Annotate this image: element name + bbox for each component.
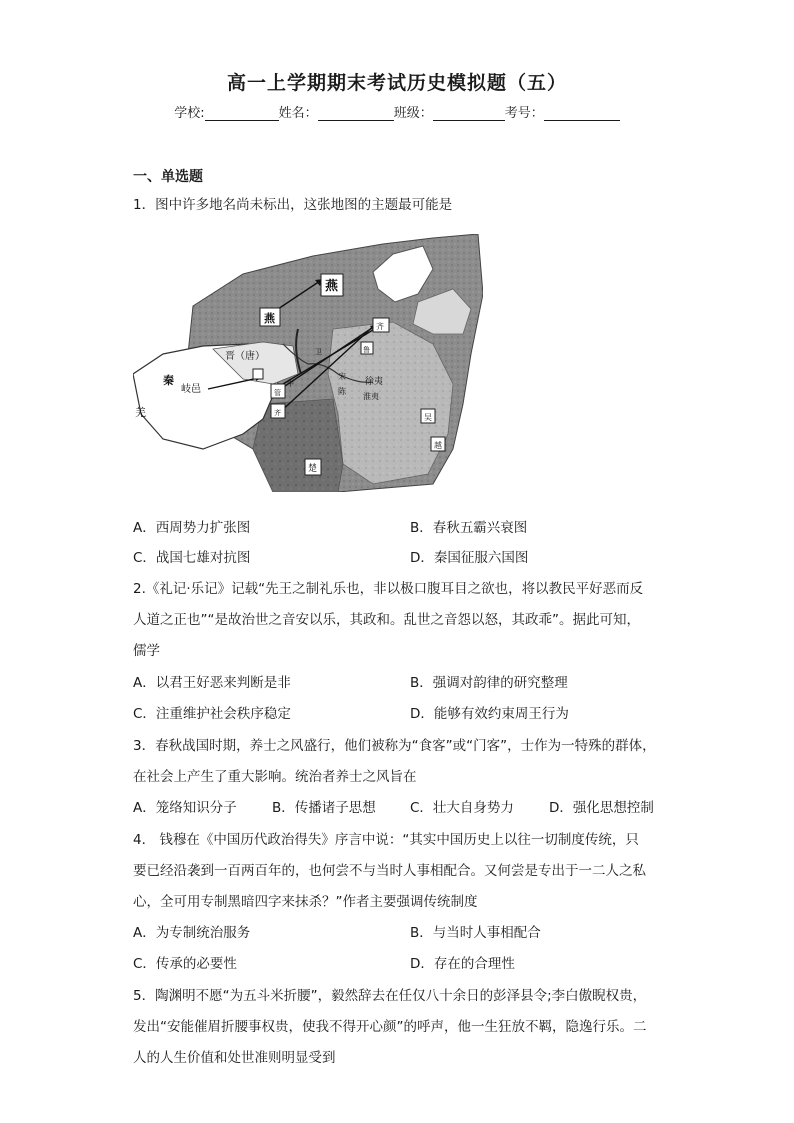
class-blank[interactable] (433, 106, 505, 121)
map-label-chu: 楚 (308, 464, 318, 474)
number-blank[interactable] (544, 106, 620, 121)
map-label-chen: 陈 (338, 387, 346, 396)
question-5-text-line2: 发出“安能催眉折腰事权贵，使我不得开心颜”的呼声，他一生狂放不羁，隐逸行乐。二 (133, 1019, 647, 1035)
section-heading: 一、单选题 (133, 169, 203, 185)
map-label-qiyi: 岐邑 (181, 384, 201, 395)
map-label-lu: 鲁 (363, 346, 370, 354)
q1-option-d[interactable]: D．秦国征服六国图 (410, 550, 529, 566)
map-label-qi-2: 齐 (274, 409, 281, 417)
map-label-qi-1: 齐 (376, 322, 384, 331)
q2-option-d[interactable]: D．能够有效约束周王行为 (410, 706, 569, 722)
name-blank[interactable] (318, 106, 394, 121)
name-label: 姓名： (278, 106, 318, 121)
map-label-qiang: 羌 (135, 406, 146, 419)
q1-option-c[interactable]: C．战国七雄对抗图 (133, 550, 251, 566)
class-label: 班级： (393, 106, 433, 121)
q2-option-c[interactable]: C．注重维护社会秩序稳定 (133, 706, 291, 722)
q2-option-b[interactable]: B．强调对韵律的研究整理 (410, 675, 568, 691)
question-2-text-line2: 人道之正也”“是故治世之音安以乐，其政和。乱世之音怨以怒，其政乖”。据此可知， (133, 612, 640, 628)
question-2-text-line3: 儒学 (133, 643, 160, 659)
page-title: 高一上学期期末考试历史模拟题（五） (226, 72, 567, 94)
q4-option-b[interactable]: B．与当时人事相配合 (410, 925, 541, 941)
map-label-yue: 越 (434, 441, 442, 450)
number-label: 考号： (504, 106, 544, 121)
school-blank[interactable] (205, 106, 279, 121)
q4-option-d[interactable]: D．存在的合理性 (410, 956, 515, 972)
historical-map-figure (133, 234, 483, 492)
q4-option-c[interactable]: C．传承的必要性 (133, 956, 237, 972)
map-label-xuyi: 徐夷 (365, 377, 384, 387)
map-label-qin: 秦 (163, 374, 174, 387)
q3-option-a[interactable]: A．笼络知识分子 (133, 800, 237, 816)
q3-option-d[interactable]: D．强化思想控制 (549, 800, 654, 816)
question-2-text-line1: 2.《礼记·乐记》记载“先王之制礼乐也，非以极口腹耳目之欲也，将以教民平好恶而反 (133, 581, 644, 597)
q4-option-a[interactable]: A．为专制统治服务 (133, 925, 251, 941)
question-5-text-line1: 5．陶渊明不愿“为五斗米折腰”，毅然辞去在任仅八十余日的彭泽县令;李白傲睨权贵， (133, 988, 647, 1004)
map-label-song: 宋 (338, 372, 346, 381)
map-label-yan-1: 燕 (325, 279, 339, 294)
q2-option-a[interactable]: A．以君王好恶来判断是非 (133, 675, 291, 691)
map-label-guan: 管 (274, 389, 281, 397)
map-label-jin: 晋（唐） (225, 351, 265, 362)
question-4-text-line2: 要已经沿袭到一百两百年的，也何尝不与当时人事相配合。又何尝是专出于一二人之私 (133, 863, 646, 879)
q1-option-b[interactable]: B．春秋五霸兴衰图 (410, 520, 528, 536)
map-label-wu: 吴 (424, 413, 432, 422)
question-4-text-line3: 心，全可用专制黑暗四字来抹杀？”作者主要强调传统制度 (133, 894, 478, 910)
q3-option-b[interactable]: B．传播诸子思想 (272, 800, 376, 816)
question-1-text: 1．图中许多地名尚未标出，这张地图的主题最可能是 (133, 197, 453, 213)
map-label-huaiyi: 淮夷 (363, 392, 379, 401)
q3-option-c[interactable]: C．壮大自身势力 (410, 800, 514, 816)
map-label-wei: 卫 (315, 348, 322, 356)
student-info-line (0, 102, 794, 121)
school-label: 学校: (174, 106, 205, 121)
q1-option-a[interactable]: A．西周势力扩张图 (133, 520, 251, 536)
map-label-yan-2: 燕 (264, 312, 275, 325)
map-image (133, 234, 483, 492)
map-label-zhong: 中 (287, 380, 294, 388)
question-5-text-line3: 人的人生价值和处世准则明显受到 (133, 1050, 336, 1066)
question-3-text-line1: 3．春秋战国时期，养士之风盛行，他们被称为“食客”或“门客”，士作为一特殊的群体， (133, 738, 656, 754)
question-4-text-line1: 4． 钱穆在《中国历代政治得失》序言中说：“其实中国历史上以往一切制度传统，只 (133, 832, 639, 848)
question-3-text-line2: 在社会上产生了重大影响。统治者养士之风旨在 (133, 769, 417, 785)
